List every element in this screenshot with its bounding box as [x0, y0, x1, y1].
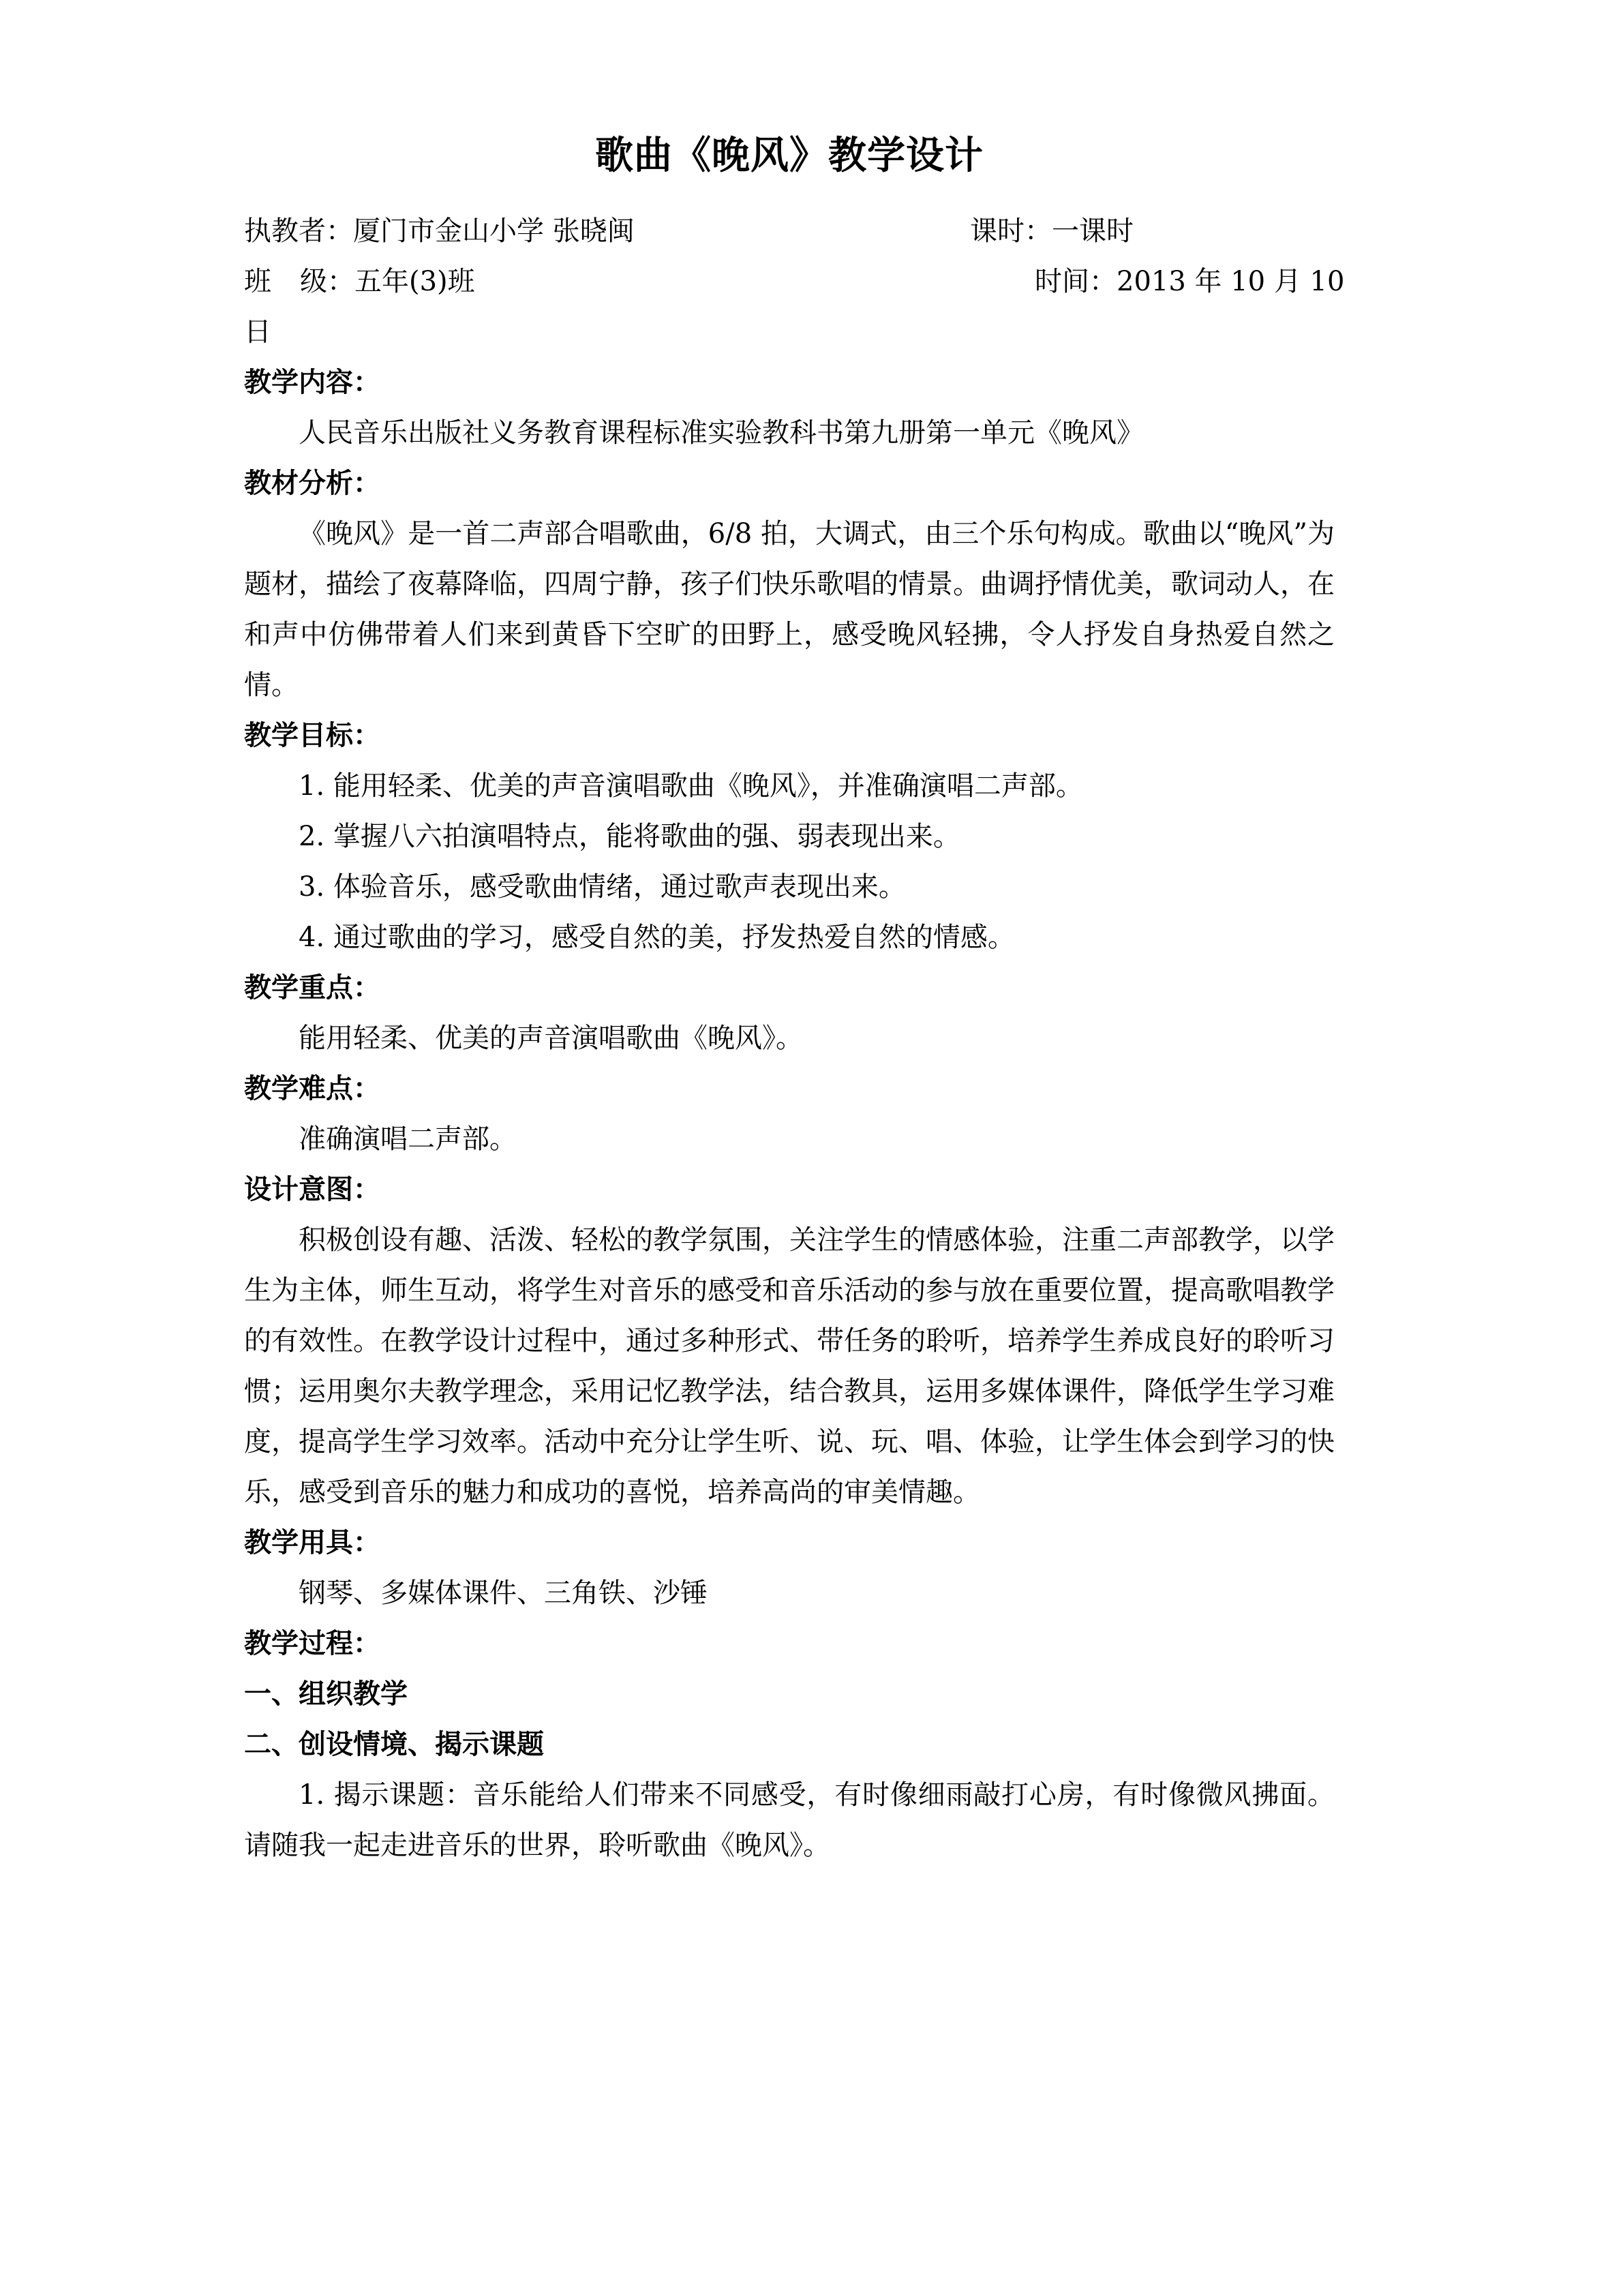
section-heading-key-point: 教学重点：	[244, 972, 380, 1003]
process-step-two-body: 1. 揭示课题：音乐能给人们带来不同感受，有时像细雨敲打心房，有时像微风拂面。请随我一起走进音乐的世界，聆听歌曲《晚风》。	[244, 1779, 1335, 1861]
class-label-second: 级：	[300, 266, 354, 297]
date-wrapped-char: 日	[244, 316, 271, 348]
teaching-goal-item: 2. 掌握八六拍演唱特点，能将歌曲的强、弱表现出来。	[299, 821, 960, 852]
material-analysis-paragraph: 《晚风》是一首二声部合唱歌曲，6/8 拍，大调式，由三个乐句构成。歌曲以“晚风”为题材，描绘了夜幕降临，四周宁静，孩子们快乐歌唱的情景。曲调抒情优美，歌词动人，在和声中仿佛带着人们来到黄昏下空旷的田野上，感受晚风轻拂，令人抒发自身热爱自然之情。	[244, 518, 1335, 701]
process-step-two: 二、创设情境、揭示课题	[244, 1729, 544, 1760]
section-heading-material-analysis: 教材分析：	[244, 468, 380, 499]
period-value: 一课时	[1052, 215, 1134, 247]
date-value: 2013 年 10 月 10	[1117, 266, 1345, 297]
teaching-goal-item: 4. 通过歌曲的学习，感受自然的美，抒发热爱自然的情感。	[299, 922, 1015, 953]
difficult-point-line: 准确演唱二声部。	[299, 1123, 517, 1155]
meta-row-teacher	[244, 206, 1335, 256]
teaching-tools-line: 钢琴、多媒体课件、三角铁、沙锤	[299, 1577, 708, 1609]
date-label: 时间：	[1035, 266, 1117, 297]
design-intent-paragraph: 积极创设有趣、活泼、轻松的教学氛围，关注学生的情感体验，注重二声部教学，以学生为主体，师生互动，将学生对音乐的感受和音乐活动的参与放在重要位置，提高歌唱教学的有效性。在教学设计过程中，通过多种形式、带任务的聆听，培养学生养成良好的聆听习惯；运用奥尔夫教学理念，采用记忆教学法，结合教具，运用多媒体课件，降低学生学习难度，提高学生学习效率。活动中充分让学生听、说、玩、唱、体验，让学生体会到学习的快乐，感受到音乐的魅力和成功的喜悦，培养高尚的审美情趣。	[244, 1224, 1335, 1508]
section-heading-teaching-goals: 教学目标：	[244, 720, 380, 751]
period-field	[970, 206, 1134, 256]
class-field	[244, 256, 475, 307]
page-title: 歌曲《晚风》教学设计	[595, 134, 984, 178]
teacher-value: 厦门市金山小学 张晓闽	[353, 215, 635, 247]
section-heading-design-intent: 设计意图：	[244, 1174, 380, 1205]
teaching-goal-item: 3. 体验音乐，感受歌曲情绪，通过歌声表现出来。	[299, 871, 906, 903]
class-label-first: 班	[244, 266, 271, 297]
teacher-label: 执教者：	[244, 215, 353, 247]
key-point-line: 能用轻柔、优美的声音演唱歌曲《晚风》。	[299, 1023, 803, 1054]
teaching-content-line: 人民音乐出版社义务教育课程标准实验教科书第九册第一单元《晚风》	[299, 417, 1144, 449]
period-label: 课时：	[970, 215, 1052, 247]
document-content	[244, 130, 1345, 1871]
section-heading-difficult-point: 教学难点：	[244, 1073, 380, 1104]
section-heading-teaching-tools: 教学用具：	[244, 1527, 380, 1558]
section-heading-teaching-content: 教学内容：	[244, 367, 380, 398]
teacher-field	[244, 206, 635, 256]
date-field	[1035, 256, 1344, 307]
class-value: 五年(3)班	[354, 266, 475, 297]
meta-row-class	[244, 256, 1345, 307]
teaching-goal-item: 1. 能用轻柔、优美的声音演唱歌曲《晚风》，并准确演唱二声部。	[299, 770, 1083, 802]
process-step-one: 一、组织教学	[244, 1678, 408, 1710]
section-heading-teaching-process: 教学过程：	[244, 1628, 380, 1659]
